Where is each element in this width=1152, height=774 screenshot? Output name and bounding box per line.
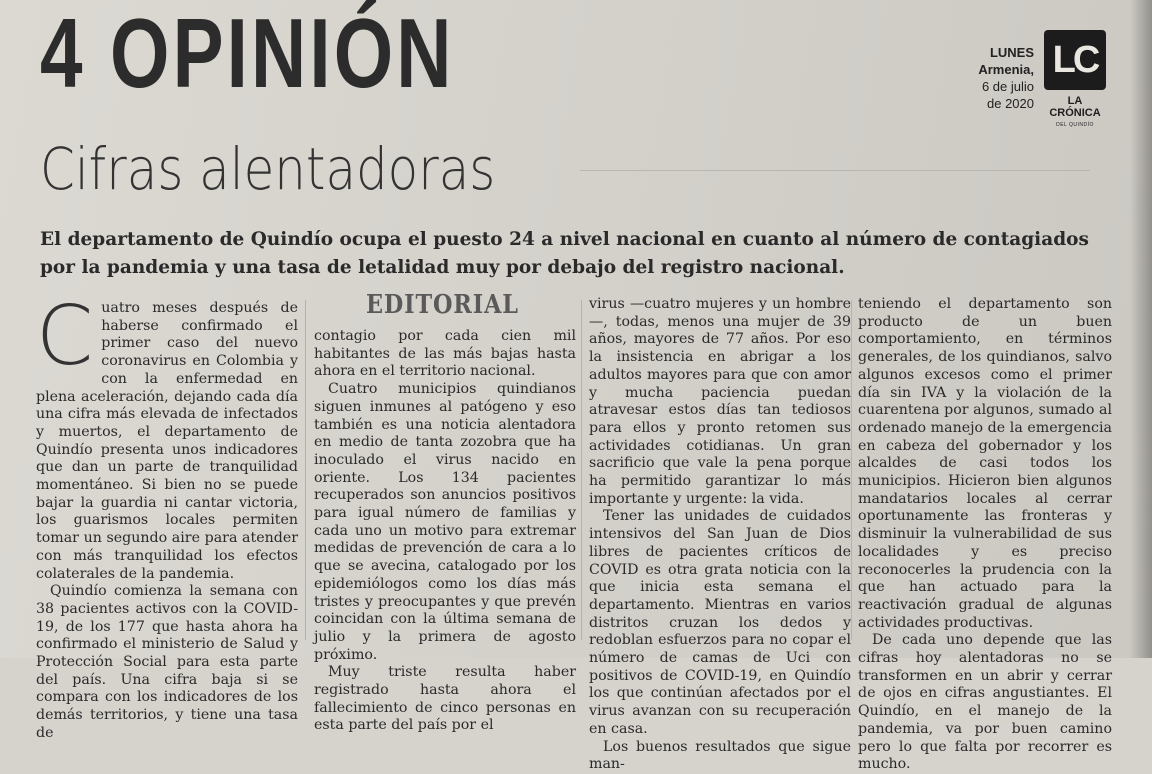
paragraph: contagio por cada cien mil habitantes de las más bajas hasta ahora en el territorio nacional. [314, 328, 576, 380]
weekday: LUNES [989, 45, 1034, 60]
title-divider [580, 170, 1090, 171]
paragraph: Los buenos resultados que sigue man- [589, 738, 851, 773]
paragraph-text: uatro meses después de haberse confirmado el primer caso del nuevo coronavirus en Colombia y con la enfermedad en plena aceleración, dejando cada día una cifra más elevada de infectados y muertos, el departamento de Quindío presenta unos indicadores que dan un parte de tranquilidad momentáneo. Si bien no se puede bajar la guardia ni cantar victoria, los guarismos locales permiten tomar un segundo aire para atender con más tranquilidad los efectos colaterales de la pandemia. [36, 300, 298, 582]
logo-letters: LC [1052, 39, 1098, 81]
column-divider [851, 300, 852, 640]
paragraph: Tener las unidades de cuidados intensivos del San Juan de Dios libres de pacientes críticos de COVID es otra grata noticia con la que inicia esta semana el departamento. Mientras en varios distritos cruzan los dedos y redoblan esfuerzos para no copar el número de camas de Uci con positivos de COVID-19, en Quindío los que continúan afectados por el virus avanzan con su recuperación en casa. [589, 508, 851, 737]
paragraph: Muy triste resulta haber registrado hasta ahora el fallecimiento de cinco personas en esta parte del país por el [314, 664, 576, 734]
column-divider [305, 300, 306, 640]
article-column-3 [589, 296, 851, 774]
article-title: Cifras alentadoras [40, 135, 496, 203]
logo-title: LA CRÓNICA [1049, 95, 1101, 119]
paragraph: De cada uno depende que las cifras hoy alentadoras no se transformen en un abrir y cerrar de ojos en cifras angustiantes. El Quindío, en el manejo de la pandemia, va por buen camino pero lo que falta por recorrer es mucho. [858, 632, 1112, 773]
year: de 2020 [987, 96, 1034, 111]
paragraph [36, 289, 298, 583]
article-column-1 [36, 289, 298, 743]
column-divider [581, 300, 582, 640]
page-fold-shadow [1130, 0, 1152, 658]
article-lead: El departamento de Quindío ocupa el puesto 24 a nivel nacional en cuanto al número de contagiados por la pandemia y una tasa de letalidad muy por debajo del registro nacional. [40, 229, 1089, 278]
city: Armenia, [978, 62, 1034, 77]
paragraph: virus —cuatro mujeres y un hombre—, todas, menos una mujer de 39 años, mayores de 77 años. Por eso la insistencia en abrigar a los adultos mayores para que con amor y mucha paciencia puedan atravesar estos días tan tediosos para ellos y pronto retomen sus actividades cotidianas. Un gran sacrificio que vale la pena porque ha permitido garantizar lo más importante y urgente: la vida. [589, 296, 851, 507]
paragraph: Quindío comienza la semana con 38 pacientes activos con la COVID-19, de los 177 que hasta ahora ha confirmado el ministerio de Salud y Protección Social para esta parte del país. Una cifra baja si se compara con los indicadores de los demás territorios, y tiene una tasa de [36, 583, 298, 741]
article-column-2 [314, 328, 576, 735]
article-column-4 [858, 296, 1112, 774]
newspaper-logo [1044, 30, 1106, 90]
date-block [978, 44, 1034, 112]
paragraph: Cuatro municipios quindianos siguen inmunes al patógeno y eso también es una noticia alentadora en medio de tanta zozobra que ha inoculado el virus nacido en oriente. Los 134 pacientes recuperados son anuncios positivos para igual número de familias y cada uno un motivo para extremar medidas de prevención de cara a lo que se avecina, catalogado por los epidemiólogos como los días más tristes y preocupantes y que prevén coincidan con la última semana de julio y la primera de agosto próximo. [314, 381, 576, 663]
section-heading: 4 OPINIÓN [40, 0, 455, 108]
logo-subtitle: DEL QUINDÍO [1056, 122, 1094, 128]
logo-name [1042, 95, 1108, 131]
date: 6 de julio [981, 79, 1034, 94]
paragraph: teniendo el departamento son producto de un buen comportamiento, en términos generales, de los quindianos, salvo algunos excesos como el primer día sin IVA y la violación de la cuarentena por algunos, sumado al ordenado manejo de la emergencia en cabeza del gobernador y los alcaldes de casi todos los municipios. Hicieron bien algunos mandatarios locales al cerrar oportunamente las fronteras y disminuir la vulnerabilidad de sus localidades y es preciso reconocerles la prudencia con la que han actuado para la reactivación gradual de algunas actividades productivas. [858, 296, 1112, 631]
editorial-label: EDITORIAL [366, 290, 519, 320]
drop-cap: C [36, 289, 94, 384]
